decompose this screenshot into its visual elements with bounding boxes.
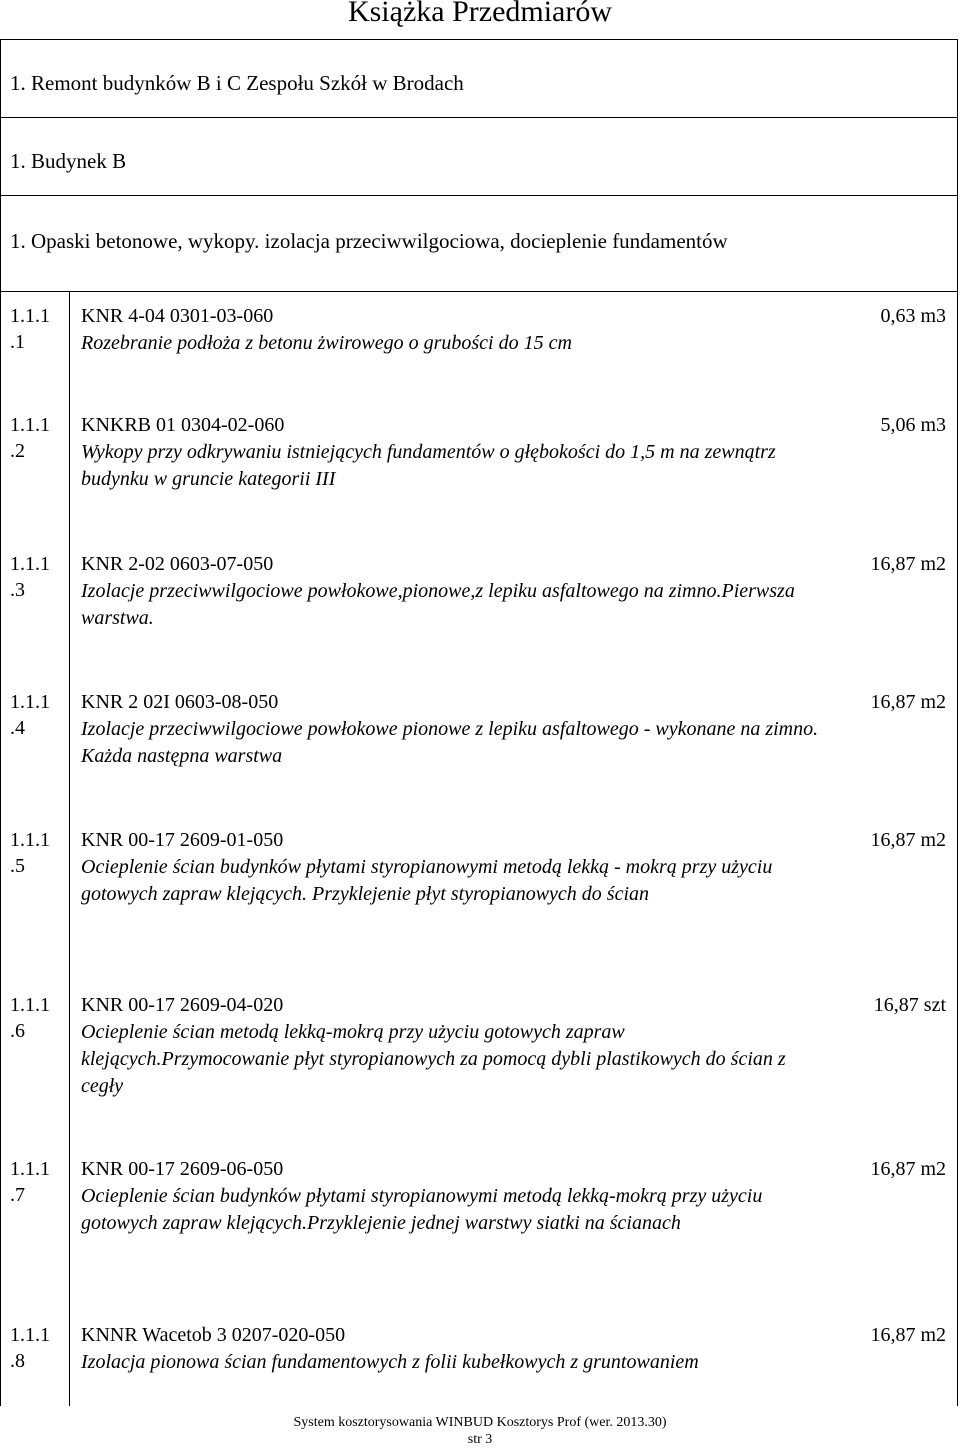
item-quantity: 0,63 m3 — [880, 305, 946, 327]
item-number: 1.1.1 .2 — [10, 414, 50, 462]
section-label: Opaski betonowe, wykopy. izolacja przeciwwilgociowa, docieplenie fundamentów — [31, 229, 728, 253]
items-left-border — [0, 291, 1, 1406]
item-code: KNR 00-17 2609-04-020 — [81, 994, 284, 1016]
items-top-border — [0, 291, 958, 292]
item-name: Rozebranie podłoża z betonu żwirowego o grubości do 15 cm — [81, 332, 572, 354]
item-name: Izolacje przeciwwilgociowe powłokowe pionowe z lepiku asfaltowego - wykonane na zimno. Każda następna warstwa — [81, 718, 819, 767]
item-code: KNKRB 01 0304-02-060 — [81, 414, 285, 436]
section-number: 1. — [10, 71, 26, 95]
item-description — [81, 689, 826, 770]
item-quantity: 16,87 m2 — [870, 1324, 946, 1346]
footer-system: System kosztorysowania WINBUD Kosztorys Prof (wer. 2013.30) — [293, 1415, 667, 1430]
footer-page-number: str 3 — [467, 1432, 493, 1447]
section-label: Remont budynków B i C Zespołu Szkół w Brodach — [31, 71, 464, 95]
item-number: 1.1.1 .4 — [10, 691, 50, 739]
item-name: Ocieplenie ścian budynków płytami styropianowymi metodą lekką-mokrą przy użyciu gotowych zapraw klejących.Przyklejenie jednej warstwy siatki na ścianach — [81, 1185, 763, 1234]
items-lp-divider — [69, 291, 70, 1406]
item-description — [81, 827, 826, 908]
item-code: KNNR Wacetob 3 0207-020-050 — [81, 1324, 346, 1346]
item-code: KNR 4-04 0301-03-060 — [81, 305, 274, 327]
section-number: 1. — [10, 229, 26, 253]
item-quantity: 16,87 m2 — [870, 553, 946, 575]
item-name: Izolacja pionowa ścian fundamentowych z folii kubełkowych z gruntowaniem — [81, 1351, 699, 1373]
item-number: 1.1.1 .6 — [10, 994, 50, 1042]
item-number: 1.1.1 .3 — [10, 553, 50, 601]
section-number: 1. — [10, 149, 26, 173]
section-header-group — [10, 228, 728, 254]
item-code: KNR 2-02 0603-07-050 — [81, 553, 274, 575]
item-quantity: 5,06 m3 — [880, 414, 946, 436]
item-description — [81, 1322, 826, 1376]
item-description — [81, 1156, 826, 1237]
item-number: 1.1.1 .1 — [10, 305, 50, 353]
item-quantity: 16,87 szt — [873, 994, 946, 1016]
item-name: Ocieplenie ścian metodą lekką-mokrą przy użyciu gotowych zapraw klejących.Przymocowanie płyt styropianowych za pomocą dybli plastikowych do ścian z cegły — [81, 1021, 786, 1097]
item-number: 1.1.1 .8 — [10, 1324, 50, 1372]
item-description — [81, 303, 826, 357]
items-right-border — [957, 291, 958, 1406]
section-header-project — [10, 70, 464, 96]
item-name: Izolacje przeciwwilgociowe powłokowe,pionowe,z lepiku asfaltowego na zimno.Pierwsza warstwa. — [81, 580, 795, 629]
item-description — [81, 551, 826, 632]
item-code: KNR 00-17 2609-06-050 — [81, 1158, 284, 1180]
item-code: KNR 2 02I 0603-08-050 — [81, 691, 279, 713]
item-quantity: 16,87 m2 — [870, 691, 946, 713]
item-name: Ocieplenie ścian budynków płytami styropianowymi metodą lekką - mokrą przy użyciu gotowych zapraw klejących. Przyklejenie płyt styropianowych do ścian — [81, 856, 773, 905]
section-label: Budynek B — [31, 149, 127, 173]
item-name: Wykopy przy odkrywaniu istniejących fundamentów o głębokości do 1,5 m na zewnątrz budynku w gruncie kategorii III — [81, 441, 776, 490]
item-number: 1.1.1 .5 — [10, 829, 50, 877]
item-quantity: 16,87 m2 — [870, 1158, 946, 1180]
section-box-building — [0, 117, 958, 195]
page-title: Książka Przedmiarów — [347, 0, 613, 28]
section-header-building — [10, 148, 126, 174]
item-description — [81, 412, 826, 493]
item-quantity: 16,87 m2 — [870, 829, 946, 851]
page-footer — [0, 1414, 960, 1448]
item-number: 1.1.1 .7 — [10, 1158, 50, 1206]
item-code: KNR 00-17 2609-01-050 — [81, 829, 284, 851]
item-description — [81, 992, 826, 1100]
